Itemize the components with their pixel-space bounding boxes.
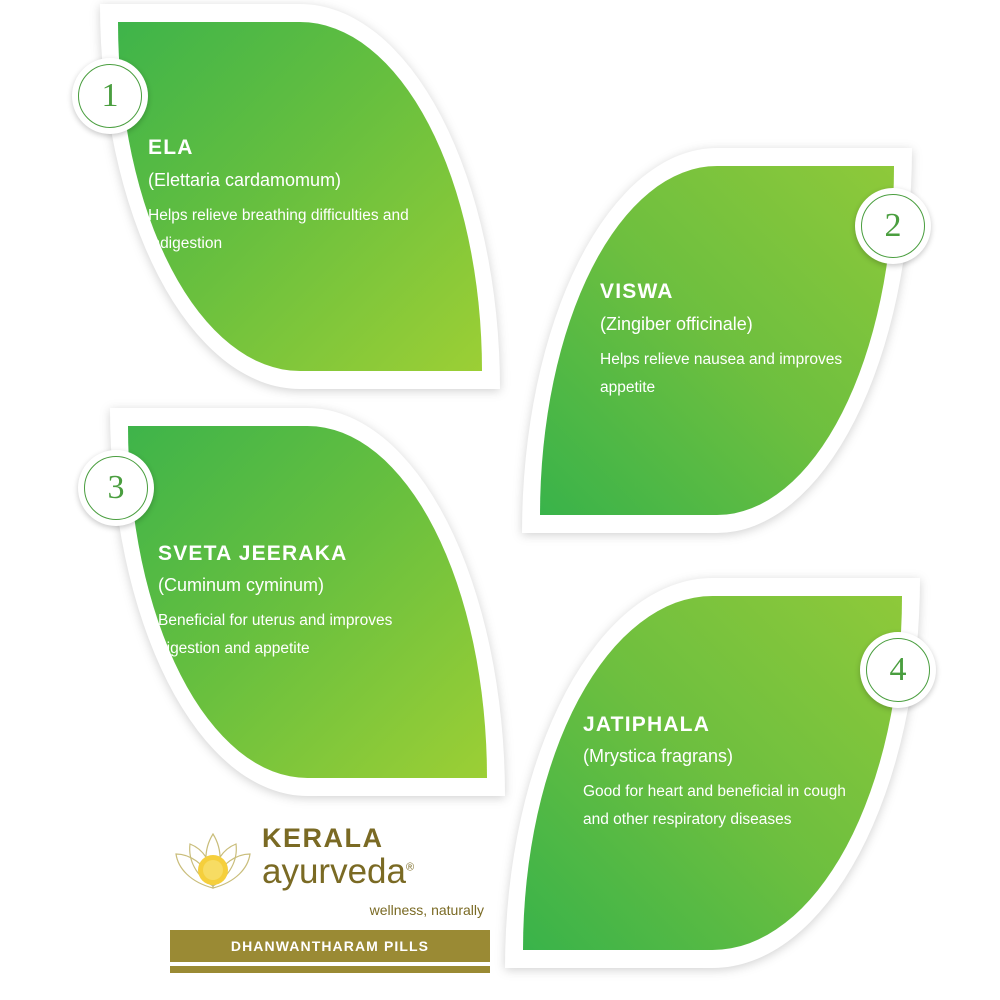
product-underline xyxy=(170,966,490,973)
logo-ayurveda-word: ayurveda xyxy=(262,852,406,891)
ingredient-description: Helps relieve breathing difficulties and indigestion xyxy=(148,206,409,252)
ingredient-description: Helps relieve nausea and improves appetite xyxy=(600,350,843,396)
badge-3-number: 3 xyxy=(107,469,125,506)
ingredient-name: SVETA JEERAKA xyxy=(158,541,348,565)
logo-row xyxy=(170,818,490,896)
badge-1-number: 1 xyxy=(101,77,119,114)
ingredient-card-4-body xyxy=(523,596,902,950)
badge-2-ring xyxy=(861,194,925,258)
ingredient-card-2 xyxy=(522,148,912,533)
ingredient-latin-name: (Mrystica fragrans) xyxy=(583,746,734,766)
badge-1 xyxy=(72,58,148,134)
ingredient-name: ELA xyxy=(148,136,194,160)
ingredient-card-4 xyxy=(505,578,920,968)
badge-3-ring xyxy=(84,456,148,520)
badge-3 xyxy=(78,450,154,526)
badge-4-ring xyxy=(866,638,930,702)
ingredient-card-3 xyxy=(107,408,505,796)
ingredient-card-1-body xyxy=(118,22,482,371)
badge-4-number: 4 xyxy=(889,651,907,688)
product-label-bar: DHANWANTHARAM PILLS xyxy=(170,930,490,962)
ingredient-card-2-body xyxy=(540,166,894,515)
registered-mark: ® xyxy=(405,861,415,874)
badge-2-number: 2 xyxy=(884,207,902,244)
ingredient-name: JATIPHALA xyxy=(583,712,711,736)
badge-2 xyxy=(855,188,931,264)
ingredient-latin-name: (Elettaria cardamomum) xyxy=(148,169,342,190)
ingredient-description: Good for heart and beneficial in cough and other respiratory diseases xyxy=(583,783,846,829)
lotus-icon xyxy=(170,818,256,896)
ingredient-description: Beneficial for uterus and improves digestion and appetite xyxy=(158,612,393,658)
logo-wordmark xyxy=(256,825,414,889)
ingredient-card-1 xyxy=(100,4,500,389)
ingredient-name: VISWA xyxy=(600,280,674,304)
brand-logo xyxy=(170,818,490,988)
ingredient-latin-name: (Cuminum cyminum) xyxy=(158,575,325,595)
ingredient-card-3-body xyxy=(128,426,487,778)
logo-ayurveda-text xyxy=(262,854,414,889)
brand-tagline: wellness, naturally xyxy=(369,902,484,918)
ingredient-latin-name: (Zingiber officinale) xyxy=(600,313,753,334)
badge-1-ring xyxy=(78,64,142,128)
badge-4 xyxy=(860,632,936,708)
logo-kerala-text: KERALA xyxy=(262,823,384,853)
